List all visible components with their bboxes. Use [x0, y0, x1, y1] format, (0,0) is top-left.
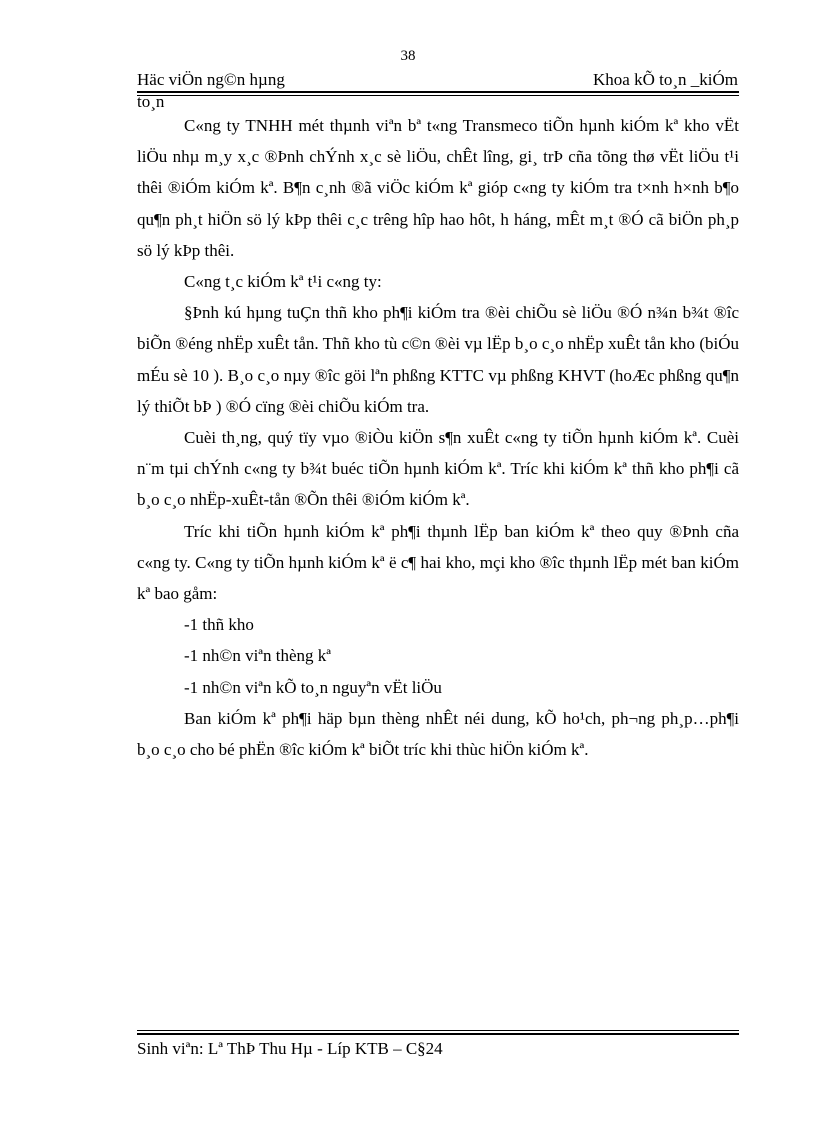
paragraph-intro: C«ng ty TNHH mét thµnh viªn bª t«ng Transmeco tiÕn hµnh kiÓm kª kho vËt liÖu nhµ m¸y x¸c ®Þnh chÝnh x¸c sè liÖu, chÊt lîng, gi¸ trÞ cña tõng thø vËt liÖu t¹i thêi ®iÓm kiÓm kª. B¶n c¸nh ®ã viÖc kiÓm kª gióp c«ng ty kiÓm tra t×nh h×nh b¶o qu¶n ph¸t hiÖn sö lý kÞp thêi c¸c trêng hîp hao hôt, h háng, mÊt m¸t ®Ó cã biÖn ph¸p sö lý kÞp thêi. [137, 116, 739, 260]
paragraph-heading: C«ng t¸c kiÓm kª t¹i c«ng ty: [184, 272, 382, 292]
header-wrap-text: to¸n [137, 92, 165, 111]
paragraph-committee: Tríc khi tiÕn hµnh kiÓm kª ph¶i thµnh lËp ban kiÓm kª theo quy ®Þnh cña c«ng ty. C«ng ty tiÕn hµnh kiÓm kª ë c¶ hai kho, mçi kho ®îc thµnh lËp mét ban kiÓm kª bao gåm: [137, 521, 739, 604]
document-body [137, 110, 739, 765]
list-item: -1 nh©n viªn thèng kª [184, 646, 331, 666]
header-rule [137, 91, 739, 96]
header-right-text: Khoa kÕ to¸n _kiÓm [593, 70, 738, 89]
header-left-text: Häc viÖn ng©n hµng [137, 70, 285, 89]
paragraph-period-check: Cuèi th¸ng, quý tïy vµo ®iÒu kiÖn s¶n xuÊt c«ng ty tiÕn hµnh kiÓm kª. Cuèi n¨m tµi chÝnh c«ng ty b¾t buéc tiÕn hµnh kiÓm kª. Tríc khi kiÓm kª thñ kho ph¶i cã b¸o c¸o nhËp-xuÊt-tån ®Õn thêi ®iÓm kiÓm kª. [137, 428, 739, 510]
footer-rule [137, 1030, 739, 1035]
footer-text: Sinh viªn: Lª ThÞ Thu Hµ - Líp KTB – C§24 [137, 1039, 443, 1058]
page-number: 38 [400, 48, 416, 64]
list-item: -1 nh©n viªn kÕ to¸n nguyªn vËt liÖu [184, 677, 442, 697]
paragraph-weekly-check: §Þnh kú hµng tuÇn thñ kho ph¶i kiÓm tra ®èi chiÕu sè liÖu ®Ó n¾n b¾t ®îc biÕn ®éng nhËp xuÊt tån. Thñ kho tù c©n ®èi vµ lËp b¸o c¸o nhËp xuÊt tån kho (biÓu mÉu sè 10 ). B¸o c¸o nµy ®îc göi lªn phßng KTTC vµ phßng KHVT (hoÆc phßng qu¶n lý thiÕt bÞ ) ®Ó cïng ®èi chiÕu kiÓm tra. [137, 303, 739, 416]
paragraph-closing: Ban kiÓm kª ph¶i häp bµn thèng nhÊt néi dung, kÕ ho¹ch, ph¬ng ph¸p…ph¶i b¸o c¸o cho bé phËn ®îc kiÓm kª biÕt tríc khi thùc hiÖn kiÓm kª. [137, 708, 739, 760]
list-item: -1 thñ kho [184, 615, 254, 635]
